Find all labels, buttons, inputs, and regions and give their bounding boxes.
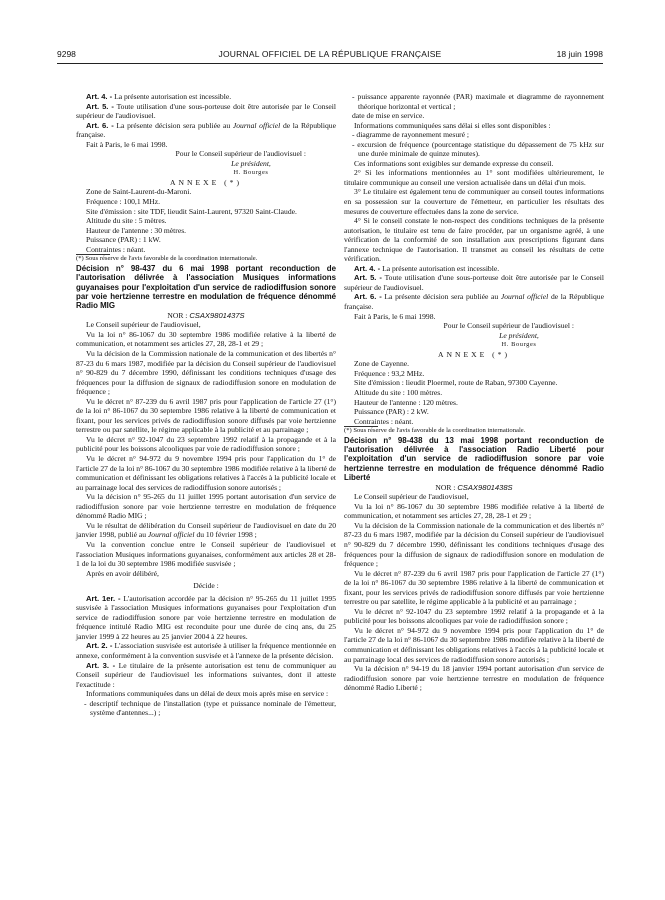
paragraph: Vu la décision n° 94-19 du 18 janvier 1994 portant autorisation d'un service de radiodiffusion sonore par voie hertzienne terrestre en modulation de fréquence dénommé Radio Liberté ; — [344, 664, 604, 693]
right-column — [344, 92, 604, 693]
paragraph: 2° Si les informations mentionnées au 1° sont modifiées ultérieurement, le titulaire communique au conseil une version actualisée dans un délai d'un mois. — [344, 168, 604, 187]
annexe-antenna-height: Hauteur de l'antenne : 120 mètres. — [354, 397, 458, 407]
article-6: Art. 6. - La présente décision sera publiée au Journal officiel de la République française. — [76, 120, 336, 140]
list-item: - puissance apparente rayonnée (PAR) maximale et diagramme de rayonnement théorique horizontal et vertical ; — [352, 92, 604, 111]
annexe-frequency: Fréquence : 100,1 MHz. — [86, 197, 161, 207]
paragraph: Après en avoir délibéré, — [86, 568, 159, 578]
annexe-power: Puissance (PAR) : 1 kW. — [86, 235, 161, 245]
article-1: Art. 1er. - L'autorisation accordée par la décision n° 95-265 du 11 juillet 1995 susvisée à l'association Musiques informations guyanaises pour l'exploitation d'un service de radiodiffusion sonore par voie hertzienne terrestre en modulation de fréquence intitulé Radio MIG est reconduite pour une durée de cinq ans, du 25 janvier 1999 à 22 heures au 25 janvier 2004 à 22 heures. — [76, 593, 337, 641]
article-4: Art. 4. - La présente autorisation est incessible. — [86, 92, 232, 101]
fait-a-paris: Fait à Paris, le 6 mai 1998. — [354, 311, 436, 321]
annexe-altitude: Altitude du site : 5 mètres. — [86, 216, 167, 226]
paragraph: 3° Le titulaire est également tenu de communiquer au conseil toutes informations en sa possession sur la couverture de l'émetteur, en particulier les résultats des mesures de couverture effectuées dans la zone de service. — [344, 187, 604, 216]
info-heading: Informations communiquées dans un délai de deux mois après mise en service : — [86, 689, 329, 699]
paragraph: Vu la convention conclue entre le Conseil supérieur de l'audiovisuel et l'association Musiques informations guyanaises, conformément aux articles 28 et 28-1 de la loi du 30 septembre 1986 modifiée susvisée ; — [76, 539, 336, 569]
paragraph: Vu la décision de la Commission nationale de la communication et des libertés n° 87-23 du 6 mars 1987, modifiée par la décision du Conseil supérieur de l'audiovisuel n° 90-829 du 7 décembre 1990, définissant les conditions techniques d'usage des fréquences pour la diffusion de signaux de radiodiffusion sonore en modulation de fréquence ; — [344, 520, 604, 569]
signer-name: H. Bourges — [501, 341, 537, 349]
paragraph: 4° Si le conseil constate le non-respect des conditions techniques de la présente autorisation, le titulaire est tenu de faire procéder, par un organisme agréé, à une vérification de la conformité de son installation aux prescriptions figurant dans l'annexe technique de l'autorisation. Il transmet au conseil les résultats de cette vérification. — [344, 216, 604, 264]
annexe-antenna-height: Hauteur de l'antenne : 30 mètres. — [86, 225, 187, 235]
paragraph: Le Conseil supérieur de l'audiovisuel, — [354, 492, 469, 502]
issue-date: 18 juin 1998 — [556, 49, 603, 59]
president-label: Le président, — [499, 330, 539, 340]
decide-heading: Décide : — [193, 581, 219, 591]
annexe-site: Site d'émission : lieudit Ploermel, route de Raban, 97300 Cayenne. — [354, 378, 558, 388]
article-5: Art. 5. - Toute utilisation d'une sous-porteuse doit être autorisée par le Conseil supérieur de l'audiovisuel. — [76, 101, 336, 121]
annexe-power: Puissance (PAR) : 2 kW. — [354, 407, 429, 417]
page-header — [57, 49, 603, 63]
article-4: Art. 4. - La présente autorisation est incessible. — [354, 263, 500, 273]
article-5: Art. 5. - Toute utilisation d'une sous-porteuse doit être autorisée par le Conseil supérieur de l'audiovisuel. — [344, 273, 604, 292]
list-item: - diagramme de rayonnement mesuré ; — [352, 130, 470, 140]
paragraph: Vu la décision n° 95-265 du 11 juillet 1995 portant autorisation d'un service de radiodiffusion sonore par voie hertzienne terrestre en modulation de fréquence dénommé Radio MIG ; — [76, 492, 336, 521]
fait-a-paris: Fait à Paris, le 6 mai 1998. — [86, 139, 168, 149]
info-heading: Informations communiquées sans délai si elles sont disponibles : — [354, 120, 551, 130]
paragraph: Vu le décret n° 94-972 du 9 novembre 1994 pris pour l'application du 1° de l'article 27 de la loi n° 86-1067 du 30 septembre 1986 modifiée relative à la liberté de communication et définissant les obligations relatives à l'accès à la publicité locale et au parrainage local des services de radiodiffusion sonore autorisés ; — [344, 625, 604, 664]
paragraph: Vu la loi n° 86-1067 du 30 septembre 1986 modifiée relative à la liberté de communication, et notamment ses articles 27, 28, 28-1 et 29 ; — [76, 329, 336, 349]
signature-intro: Pour le Conseil supérieur de l'audiovisuel : — [443, 321, 574, 331]
annexe-altitude: Altitude du site : 100 mètres. — [354, 387, 443, 397]
article-6: Art. 6. - La présente décision sera publiée au Journal officiel de la République française. — [344, 292, 604, 312]
list-item: - excursion de fréquence (pourcentage statistique du dépassement de 75 kHz sur une durée minimale de quinze minutes). — [352, 139, 604, 159]
paragraph: Vu le résultat de délibération du Conseil supérieur de l'audiovisuel en date du 20 janvier 1998, publié au Journal officiel du 10 février 1998 ; — [76, 520, 336, 540]
page-number: 9298 — [57, 49, 76, 59]
list-item: - descriptif technique de l'installation (type et puissance nominale de l'émetteur, système d'antennes...) ; — [84, 698, 336, 718]
footnote: (*) Sous réserve de l'avis favorable de la coordination internationale. — [344, 427, 526, 435]
president-label: Le président, — [231, 158, 271, 168]
left-column — [76, 92, 336, 718]
paragraph: Vu le décret n° 87-239 du 6 avril 1987 pris pour l'application de l'article 27 (1°) de la loi n° 86-1067 du 30 septembre 1986 relative à la liberté de communication et fixant, pour les services privés de radiodiffusion sonore diffusés par voie hertzienne terrestre ou par satellite, le régime applicable à la publicité et au parrainage ; — [344, 568, 604, 607]
annexe-zone: Zone de Cayenne. — [354, 359, 410, 369]
signature-intro: Pour le Conseil supérieur de l'audiovisuel : — [175, 149, 306, 159]
annexe-heading: ANNEXE (*) — [438, 349, 510, 359]
list-item: date de mise en service. — [352, 111, 425, 121]
article-2: Art. 2. - L'association susvisée est autorisée à utiliser la fréquence mentionnée en annexe, conformément à la convention susvisée et à l'annexe de la présente décision. — [76, 641, 336, 660]
journal-title: JOURNAL OFFICIEL DE LA RÉPUBLIQUE FRANÇAISE — [218, 49, 442, 59]
annexe-heading: ANNEXE (*) — [170, 177, 242, 187]
nor-reference: NOR : CSAX9801438S — [435, 482, 513, 492]
paragraph: Ces informations sont exigibles sur demande expresse du conseil. — [354, 158, 554, 168]
decision-title: Décision n° 98-438 du 13 mai 1998 portant reconduction de l'autorisation délivrée à l'association Radio Liberté pour l'exploitation d'un service de radiodiffusion sonore par voie hertzienne terrestre en modulation de fréquence dénommé Radio Liberté — [344, 435, 604, 483]
annexe-site: Site d'émission : site TDF, lieudit Saint-Laurent, 97320 Saint-Claude. — [86, 206, 297, 216]
paragraph: Vu le décret n° 92-1047 du 23 septembre 1992 relatif à la propagande et à la publicité pour les boissons alcooliques par voie de radiodiffusion sonore ; — [344, 606, 604, 626]
footnote: (*) Sous réserve de l'avis favorable de la coordination internationale. — [76, 255, 258, 263]
nor-reference: NOR : CSAX9801437S — [167, 310, 245, 320]
decision-title: Décision n° 98-437 du 6 mai 1998 portant reconduction de l'autorisation délivrée à l'association Musiques informations guyanaises pour l'exploitation d'un service de radiodiffusion sonore par voie hertzienne terrestre en modulation de fréquence dénommé Radio MIG — [76, 263, 336, 311]
signer-name: H. Bourges — [233, 169, 269, 177]
article-3: Art. 3. - Le titulaire de la présente autorisation est tenu de communiquer au Conseil supérieur de l'audiovisuel les informations suivantes, dont il atteste l'exactitude : — [76, 660, 336, 689]
paragraph: Vu la loi n° 86-1067 du 30 septembre 1986 modifiée relative à la liberté de communication, et notamment ses articles 27, 28, 28-1 et 29 ; — [344, 501, 604, 521]
annexe-constraints: Contraintes : néant. — [86, 244, 146, 254]
header-rule — [57, 63, 603, 64]
paragraph: Vu le décret n° 87-239 du 6 avril 1987 pris pour l'application de l'article 27 (1°) de la loi n° 86-1067 du 30 septembre 1986 relative à la liberté de communication et fixant, pour les services privés de radiodiffusion sonore diffusés par voie hertzienne terrestre ou par satellite, le régime applicable à la publicité et au parrainage ; — [76, 396, 336, 435]
paragraph: Vu la décision de la Commission nationale de la communication et des libertés n° 87-23 du 6 mars 1987, modifiée par la décision du Conseil supérieur de l'audiovisuel n° 90-829 du 7 décembre 1990, définissant les conditions techniques d'usage des fréquences pour la diffusion de signaux de radiodiffusion sonore en modulation de fréquence ; — [76, 349, 336, 397]
paragraph: Le Conseil supérieur de l'audiovisuel, — [86, 320, 201, 330]
annexe-zone: Zone de Saint-Laurent-du-Maroni. — [86, 187, 192, 197]
paragraph: Vu le décret n° 94-972 du 9 novembre 1994 pris pour l'application du 1° de l'article 27 de la loi n° 86-1067 du 30 septembre 1986 modifiée relative à la liberté de communication et définissant les obligations relatives à l'accès à la publicité locale et au parrainage local des services de radiodiffusion sonore autorisés ; — [76, 454, 336, 492]
paragraph: Vu le décret n° 92-1047 du 23 septembre 1992 relatif à la propagande et à la publicité pour les boissons alcooliques par voie de radiodiffusion sonore ; — [76, 434, 336, 454]
annexe-constraints: Contraintes : néant. — [354, 416, 414, 426]
annexe-frequency: Fréquence : 93,2 MHz. — [354, 368, 425, 378]
